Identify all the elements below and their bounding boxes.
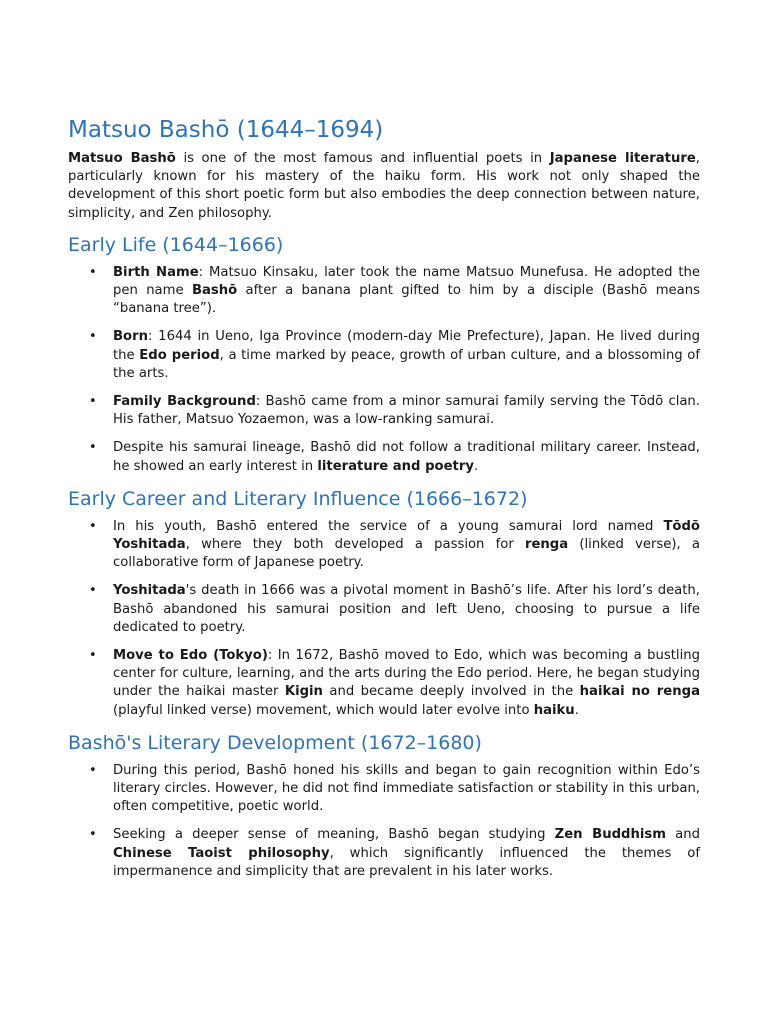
text-run: and became deeply involved in the — [322, 684, 580, 700]
text-run: , where they both developed a passion for — [185, 537, 525, 553]
bold-text: Japanese literature — [549, 151, 696, 166]
list-item — [68, 826, 700, 881]
bold-text: renga — [524, 537, 569, 553]
page-title: Matsuo Bashō (1644–1694) — [68, 117, 384, 143]
bullet-list — [68, 518, 700, 720]
bold-text: Matsuo Bashō — [68, 151, 176, 166]
sections-container — [68, 232, 700, 881]
text-run: 's death in 1666 was a pivotal moment in Bashō’s life. After his lord’s death, Bashō abandoned his samurai position and left Ueno, choosing to pursue a life dedicated to poetry. — [113, 583, 700, 635]
section-heading: Bashō's Literary Development (1672–1680) — [68, 731, 482, 754]
text-run: , particularly known for his mastery of the haiku form. His work not only shaped the development of this short poetic form but also embodies the deep connection between nature, simplicity, and Zen philosophy. — [68, 151, 700, 221]
text-run: , a time marked by peace, growth of urban culture, and a blossoming of the arts. — [113, 347, 700, 381]
list-item — [68, 328, 700, 383]
bold-text: haiku — [533, 702, 575, 718]
text-run: and — [665, 827, 700, 843]
list-item — [68, 439, 700, 475]
bold-text: Born — [113, 329, 149, 345]
bold-text: literature and poetry — [317, 458, 474, 474]
text-run: (playful linked verse) movement, which would later evolve into — [113, 702, 534, 718]
bold-text: haikai no renga — [579, 684, 700, 700]
bold-text: Tōdō Yoshitada — [113, 518, 700, 553]
document-content — [68, 114, 700, 891]
bold-text: Chinese Taoist philosophy — [113, 845, 330, 861]
list-item — [68, 518, 700, 573]
bullet-icon: • — [89, 583, 97, 599]
text-run: is one of the most famous and influential poets in — [175, 151, 550, 166]
bullet-icon: • — [89, 440, 97, 456]
text-run: : Bashō came from a minor samurai family serving the Tōdō clan. His father, Matsuo Yozaemon, was a low-ranking samurai. — [113, 394, 700, 428]
text-run: , which significantly influenced the themes of impermanence and simplicity that are prevalent in his later works. — [113, 845, 700, 879]
list-item — [68, 393, 700, 429]
text-run: : In 1672, Bashō moved to Edo, which was becoming a bustling center for culture, learning, and the arts during the Edo period. Here, he began studying under the haikai master — [113, 648, 700, 700]
text-run: Despite his samurai lineage, Bashō did not follow a traditional military career. Instead, he showed an early interest in — [113, 440, 700, 474]
text-run: (linked verse), a collaborative form of Japanese poetry. — [113, 537, 700, 571]
text-run: In his youth, Bashō entered the service of a young samurai lord named — [113, 518, 664, 534]
intro-paragraph — [68, 150, 700, 223]
bullet-list — [68, 762, 700, 881]
list-item — [68, 647, 700, 720]
bullet-icon: • — [89, 648, 97, 664]
bullet-icon: • — [89, 762, 97, 778]
bullet-icon: • — [89, 827, 97, 843]
text-run: after a banana plant gifted to him by a disciple (Bashō means “banana tree”). — [113, 283, 700, 317]
bold-text: Edo period — [139, 347, 220, 363]
text-run: During this period, Bashō honed his skills and began to gain recognition within Edo’s literary circles. However, he did not find immediate satisfaction or stability in this urban, often competitive, poetic world. — [113, 762, 700, 815]
text-run: . — [473, 458, 479, 474]
bold-text: Bashō — [191, 283, 238, 299]
list-item — [68, 762, 700, 817]
bullet-icon: • — [89, 518, 97, 534]
bold-text: Move to Edo (Tokyo) — [113, 648, 268, 664]
section-heading: Early Life (1644–1666) — [68, 233, 284, 256]
bold-text: Yoshitada — [113, 583, 186, 599]
text-run: : 1644 in Ueno, Iga Province (modern-day Mie Prefecture), Japan. He lived during the — [113, 329, 700, 363]
text-run: : Matsuo Kinsaku, later took the name Matsuo Munefusa. He adopted the pen name — [113, 264, 700, 299]
bullet-icon: • — [89, 329, 97, 345]
bullet-icon: • — [89, 264, 97, 280]
bold-text: Kigin — [284, 684, 323, 700]
list-item — [68, 264, 700, 319]
text-run: Seeking a deeper sense of meaning, Bashō began studying — [113, 827, 555, 843]
bullet-list — [68, 264, 700, 476]
bullet-icon: • — [89, 394, 97, 410]
section-heading: Early Career and Literary Influence (1666–1672) — [68, 487, 528, 510]
bold-text: Family Background — [113, 394, 256, 410]
bold-text: Zen Buddhism — [554, 827, 666, 843]
text-run: . — [574, 702, 579, 718]
list-item — [68, 582, 700, 637]
bold-text: Birth Name — [113, 264, 199, 280]
